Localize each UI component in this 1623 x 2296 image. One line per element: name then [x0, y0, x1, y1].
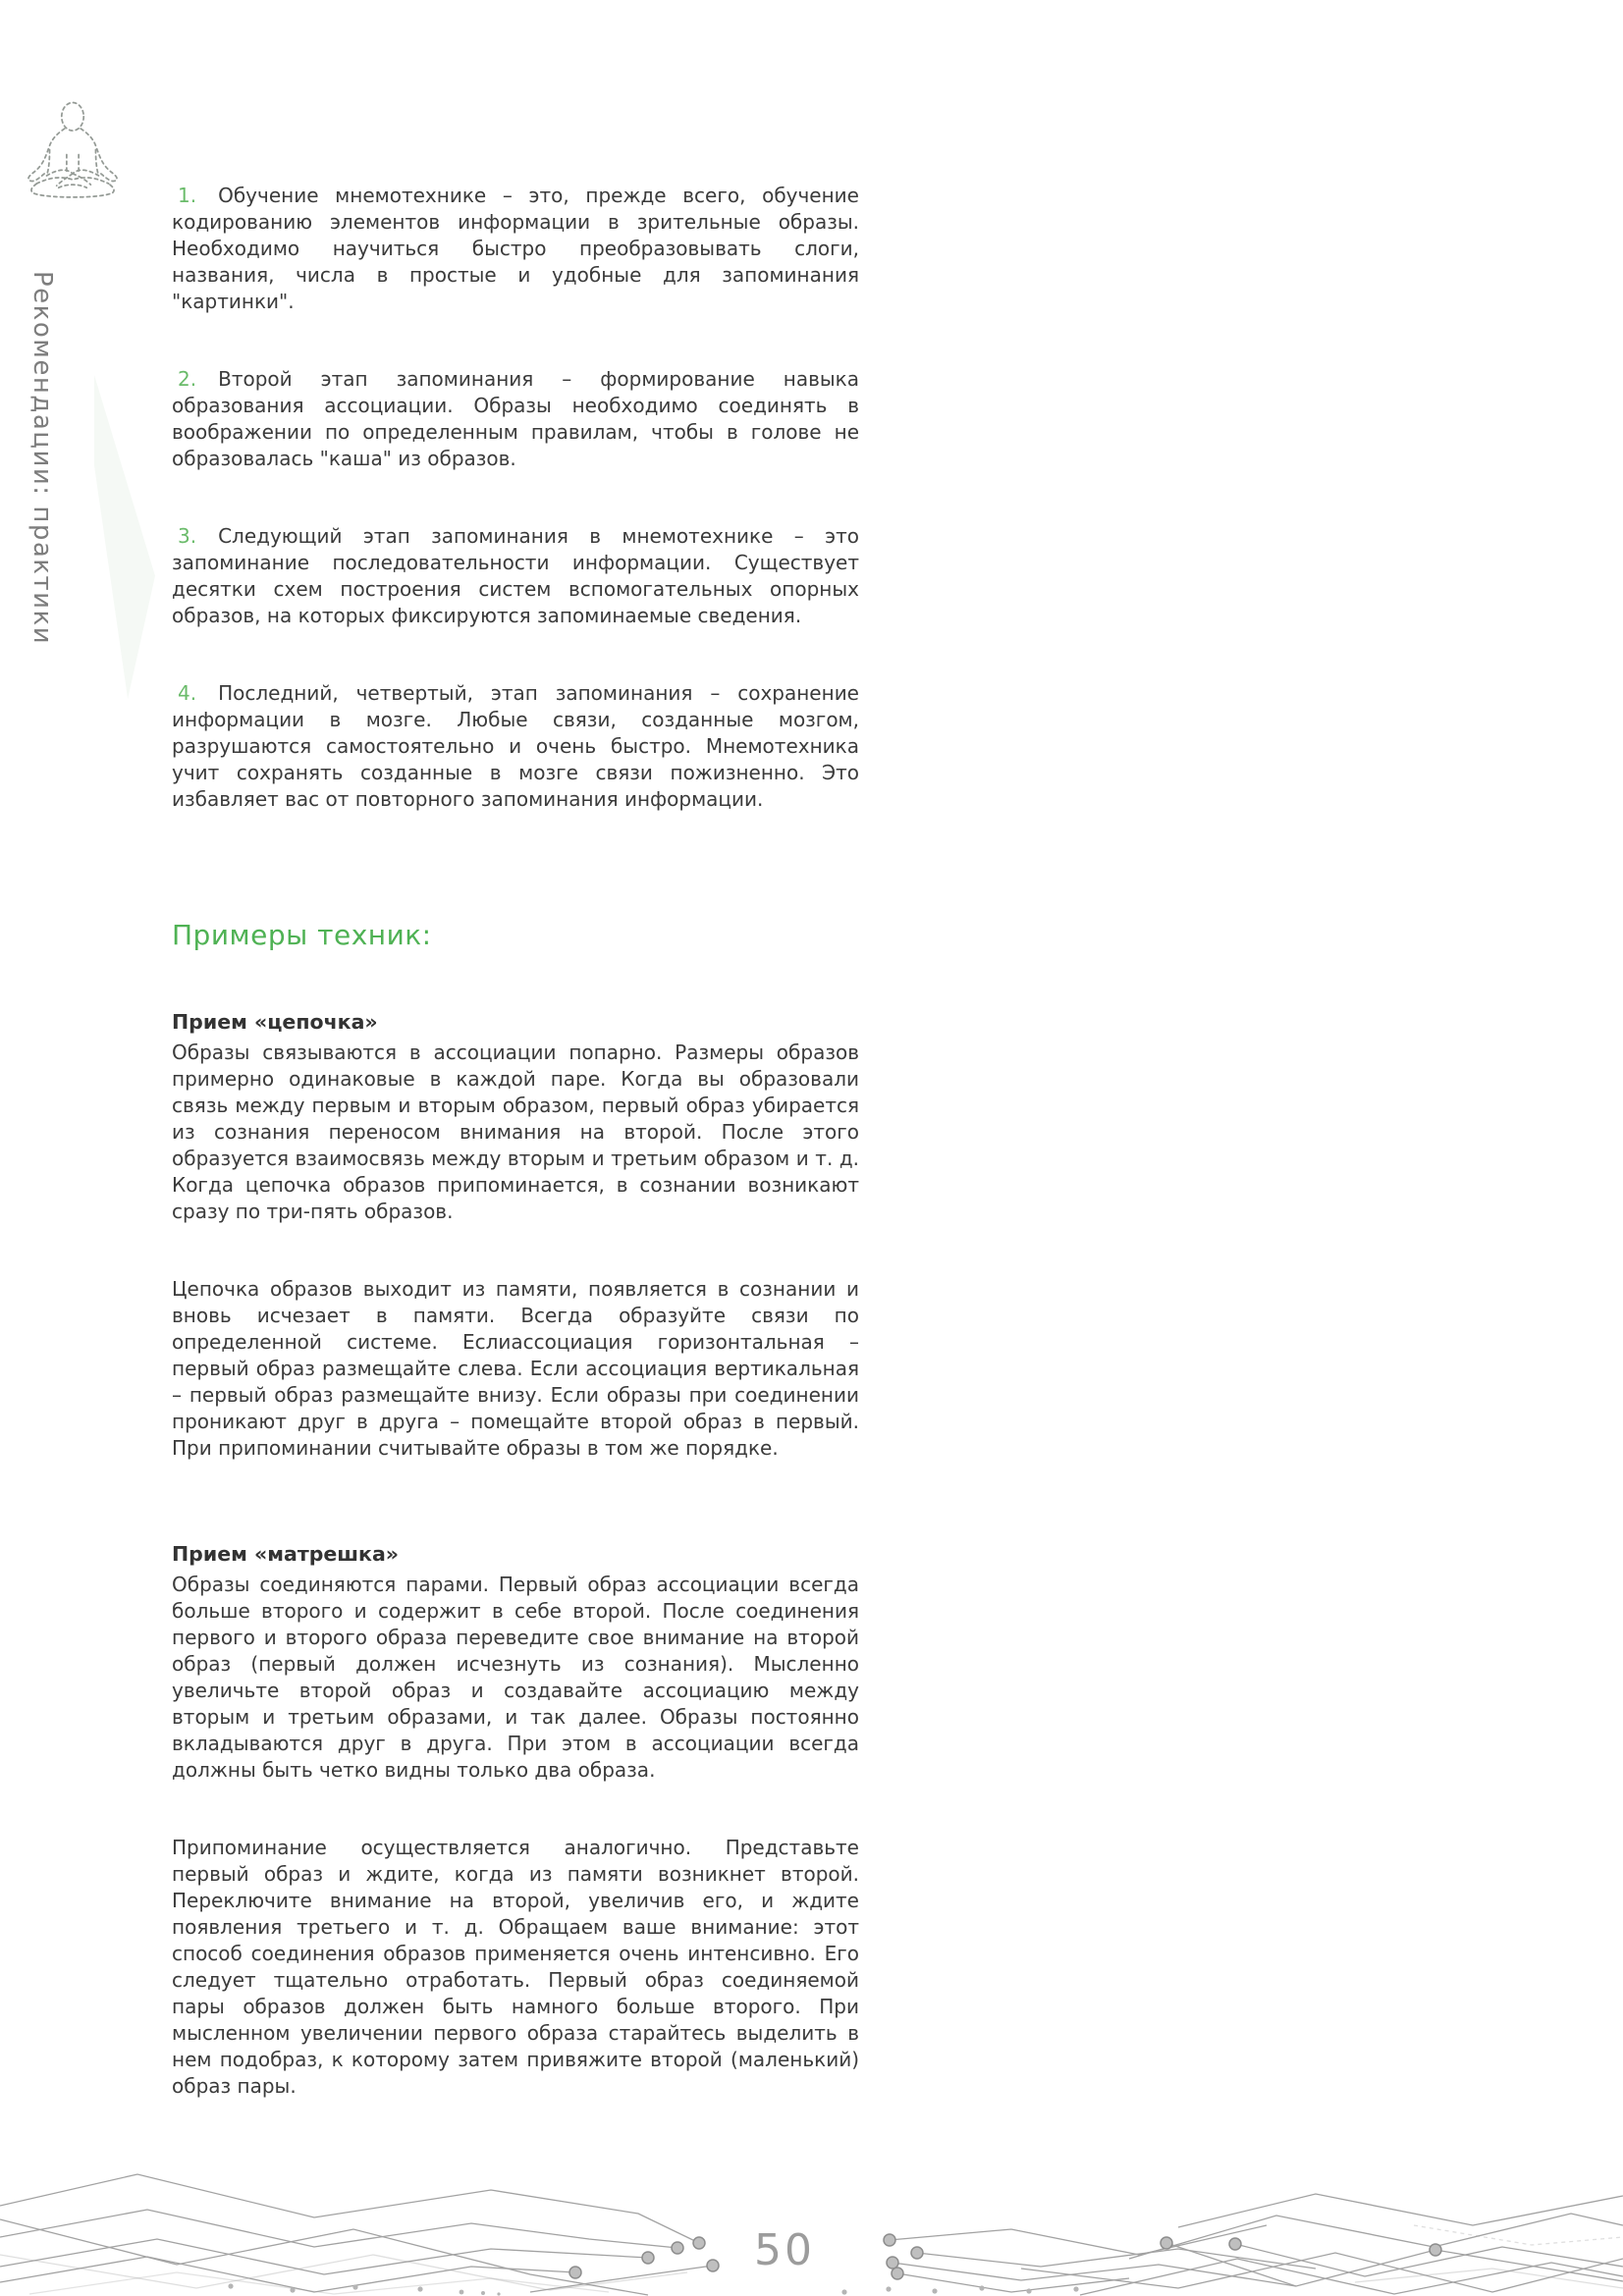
paragraph-text: Второй этап запоминания – формирование навыка образования ассоциации. Образы необходимо соединять в воображении по определенным правилам, чтобы в голове не образовалась "каша" из образов.: [172, 367, 859, 470]
numbered-paragraph-3: [172, 523, 859, 629]
paragraph-text: Последний, четвертый, этап запоминания – сохранение информации в мозге. Любые связи, созданные мозгом, разрушаются самостоятельно и очень быстро. Мнемотехника учит сохранять созданные в мозге связи пожизненно. Это избавляет вас от повторного запоминания информации.: [172, 681, 859, 811]
list-number-4: 4.: [178, 681, 197, 705]
page-number: 50: [754, 2225, 815, 2275]
paragraph-text: Следующий этап запоминания в мнемотехнике – это запоминание последовательности информации. Существует десятки схем построения систем вспомогательных опорных образов, на которых фиксируются запоминаемые сведения.: [172, 524, 859, 627]
technique-chain-paragraph-1: Образы связываются в ассоциации попарно. Размеры образов примерно одинаковые в каждой паре. Когда вы образовали связь между первым и вторым образом, первый образ убирается из сознания переносом внимания на второй. После этого образуется взаимосвязь между вторым и третьим образом и т. д. Когда цепочка образов припоминается, в сознании возникают сразу по три-пять образов.: [172, 1041, 859, 1223]
background-wedge-decoration: [94, 375, 155, 699]
technique-title-chain: Прием «цепочка»: [172, 1010, 378, 1034]
section-heading-examples: Примеры техник:: [172, 919, 432, 951]
list-number-1: 1.: [178, 184, 197, 207]
footer-dot-row: [228, 2283, 1078, 2295]
technique-matryoshka-paragraph-1: Образы соединяются парами. Первый образ ассоциации всегда больше второго и содержит в себе второй. После соединения первого и второго образа переведите свое внимание на второй образ (первый должен исчезнуть из сознания). Мысленно увеличьте второй образ и создавайте ассоциацию между вторым и третьим образами, и так далее. Образы постоянно вкладываются друг в друга. При этом в ассоциации всегда должны быть четко видны только два образа.: [172, 1573, 859, 1782]
numbered-paragraph-1: [172, 183, 859, 315]
paragraph-text: Обучение мнемотехнике – это, прежде всего, обучение кодированию элементов информации в зрительные образы. Необходимо научиться быстро преобразовывать слоги, названия, числа в простые и удобные для запоминания "картинки".: [172, 184, 859, 313]
content-column: [172, 183, 859, 2100]
numbered-paragraph-4: [172, 680, 859, 813]
sidebar-vertical-label: Рекомендации: практики: [27, 271, 57, 646]
network-node-dots: [569, 2234, 1441, 2279]
meditation-icon: [23, 98, 123, 206]
technique-title-matryoshka: Прием «матрешка»: [172, 1542, 400, 1566]
page-footer: [0, 2100, 1623, 2296]
list-number-3: 3.: [178, 524, 197, 548]
numbered-paragraph-2: [172, 366, 859, 472]
list-number-2: 2.: [178, 367, 197, 391]
technique-matryoshka-paragraph-2: Припоминание осуществляется аналогично. Представьте первый образ и ждите, когда из памяти возникнет второй. Переключите внимание на второй, увеличив его, и ждите появления третьего и т. д. Обращаем ваше внимание: этот способ соединения образов применяется очень интенсивно. Его следует тщательно отработать. Первый образ соединяемой пары образов должен быть намного больше второго. При мысленном увеличении первого образа старайтесь выделить в нем подобраз, к которому затем привяжите второй (маленький) образ пары.: [172, 1836, 859, 2098]
technique-chain-paragraph-2: Цепочка образов выходит из памяти, появляется в сознании и вновь исчезает в памяти. Всегда образуйте связи по определенной системе. Еслиассоциация горизонтальная – первый образ размещайте слева. Если ассоциация вертикальная – первый образ размещайте внизу. Если образы при соединении проникают друг в друга – помещайте второй образ в первый. При припоминании считывайте образы в том же порядке.: [172, 1277, 859, 1460]
